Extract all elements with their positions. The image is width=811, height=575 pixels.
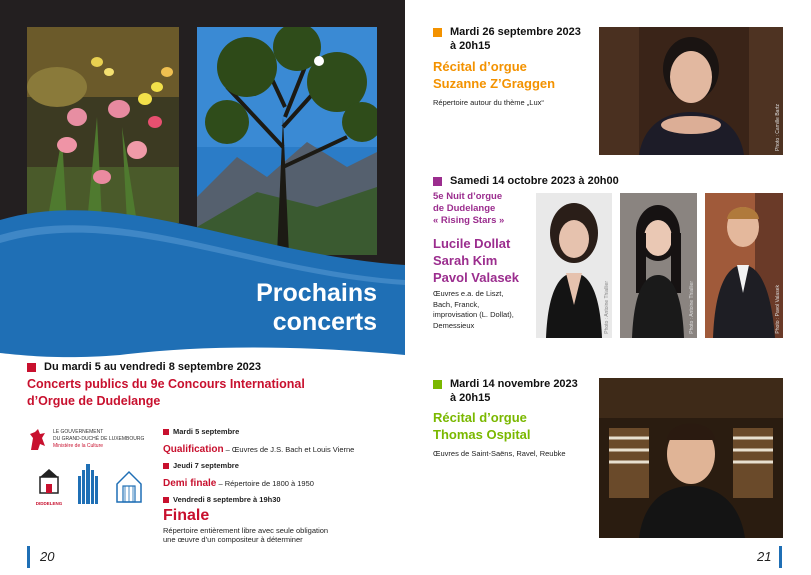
organ-pipes-icon: [77, 462, 99, 508]
concert-2-subtitle: 5e Nuit d’orgue de Dudelange « Rising Stars »: [433, 191, 505, 226]
concert-2-photo-pavol: [705, 193, 783, 338]
concert-1-photo: [599, 27, 783, 155]
title-line-2: concerts: [272, 308, 377, 336]
concert-3-photo: [599, 378, 783, 538]
title-line-1: Prochains: [256, 279, 377, 307]
orange-square-marker: [433, 28, 442, 37]
concert-2-date: Samedi 14 octobre 2023 à 20h00: [433, 174, 619, 188]
concert-2-photo-sarah: [620, 193, 697, 338]
event-date: Du mardi 5 au vendredi 8 septembre 2023: [27, 360, 261, 374]
page-bar-left: [27, 546, 30, 568]
concert-2-photo-credit-3: Photo : Pavol Valasek: [775, 285, 781, 334]
concert-1-title: Récital d’orgue Suzanne Z’Graggen: [433, 59, 556, 91]
concert-1-desc: Répertoire autour du thème „Lux“: [433, 98, 544, 107]
round-final: Vendredi 8 septembre à 19h30 Finale Répertoire entièrement libre avec seule obligation une œuvre d’un compositeur à déterminer: [163, 495, 329, 544]
concert-1-date: Mardi 26 septembre 2023 à 20h15: [433, 25, 581, 53]
left-page: [0, 0, 405, 575]
concert-3-desc: Œuvres de Saint-Saëns, Ravel, Reubke: [433, 449, 566, 458]
round-semifinal: Jeudi 7 septembre Demi finale – Répertoire de 1800 à 1950: [163, 461, 314, 489]
red-square-marker: [163, 463, 169, 469]
red-square-marker: [163, 497, 169, 503]
concert-2-photo-credit-1: Photo : Antoine Thiallier: [604, 281, 610, 334]
round-qualification: Mardi 5 septembre Qualification – Œuvres de J.S. Bach et Louis Vierne: [163, 427, 355, 455]
section-title: [256, 279, 377, 337]
green-square-marker: [433, 380, 442, 389]
event-title: Concerts publics du 9e Concours International d’Orgue de Dudelange: [27, 377, 305, 408]
luxembourg-government-logo: LE GOUVERNEMENT DU GRAND-DUCHÉ DE LUXEMBOURG Ministère de la Culture: [27, 426, 152, 456]
dudelange-logo: DIDDELENG: [34, 467, 64, 507]
church-icon: [115, 470, 143, 504]
page-number-right: 21: [757, 549, 772, 564]
lion-icon: [27, 428, 49, 454]
tulips-photo: [27, 27, 179, 223]
page-bar-right: [779, 546, 782, 568]
organ-logo: [77, 462, 99, 508]
red-square-marker: [163, 429, 169, 435]
concert-3-date: Mardi 14 novembre 2023 à 20h15: [433, 377, 578, 405]
right-page: [405, 0, 811, 575]
concert-1-photo-credit: Photo : Camille Bartz: [775, 104, 781, 151]
concert-2-desc: Œuvres e.a. de Liszt, Bach, Franck, improvisation (L. Dollat), Demessieux: [433, 289, 514, 330]
concert-2-photo-credit-2: Photo : Antoine Thiallier: [689, 281, 695, 334]
purple-square-marker: [433, 177, 442, 186]
concert-3-title: Récital d’orgue Thomas Ospital: [433, 410, 531, 442]
castle-icon: [34, 467, 64, 497]
church-logo: [115, 470, 143, 504]
red-square-marker: [27, 363, 36, 372]
concert-2-photo-lucile: [536, 193, 612, 338]
concert-2-performers: Lucile Dollat Sarah Kim Pavol Valasek: [433, 236, 520, 285]
page-number-left: 20: [40, 549, 55, 564]
